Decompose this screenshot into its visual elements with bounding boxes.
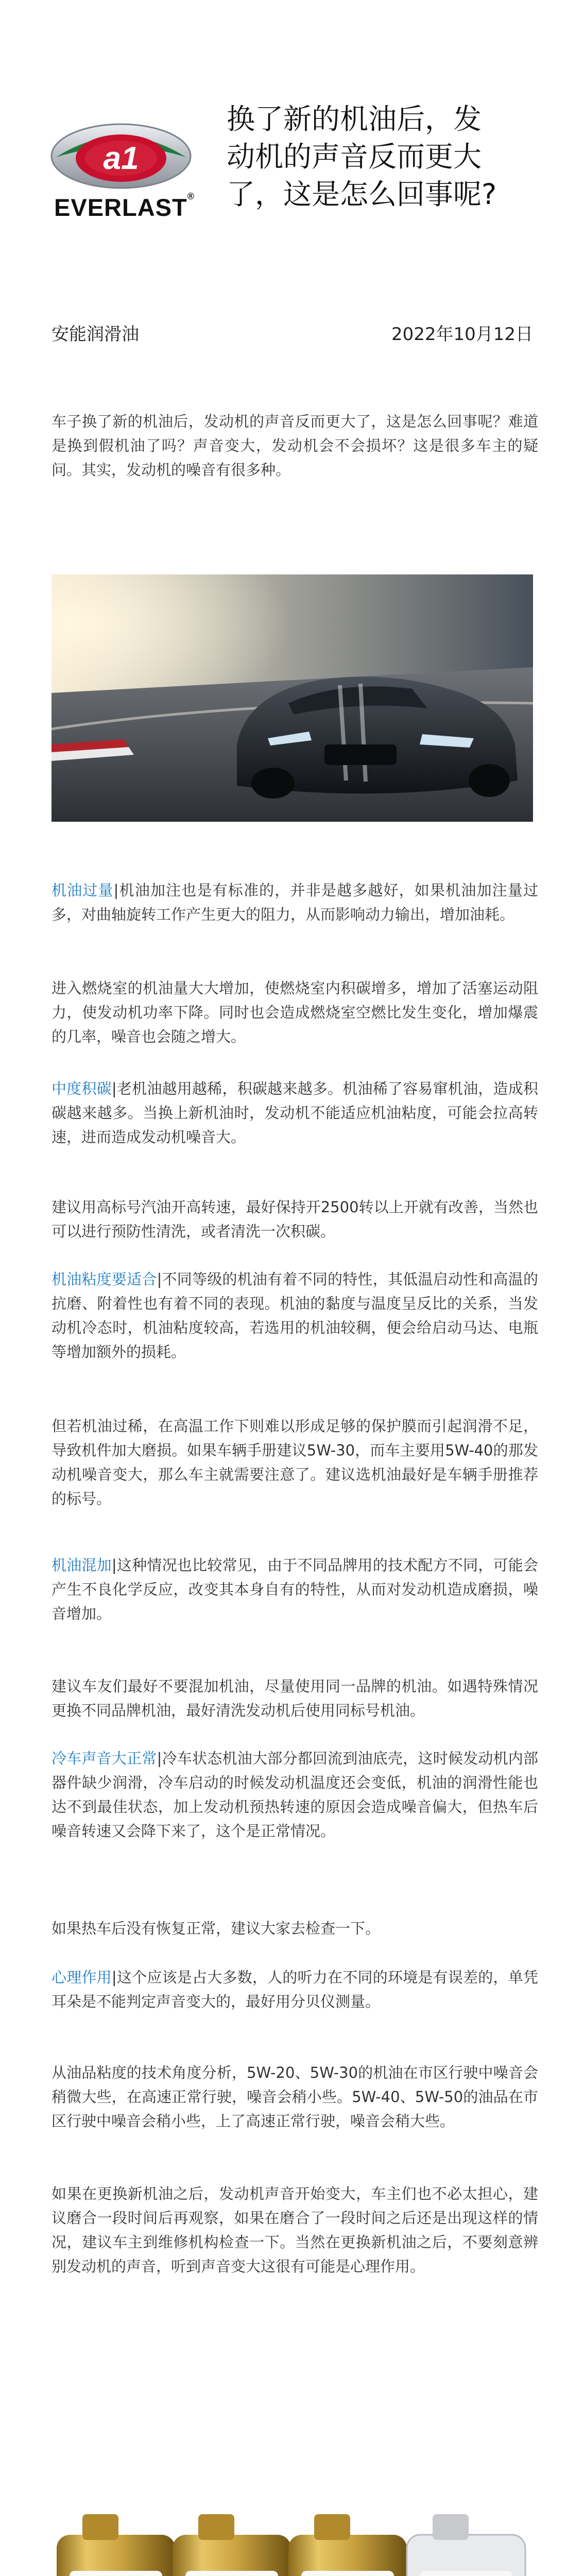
keyword-mixing-oil: 机油混加	[51, 1556, 112, 1574]
paragraph-viscosity-advice: 但若机油过稀，在高温工作下则难以形成足够的保护膜而引起润滑不足，导致机件加大磨损。如果车辆手册建议5W-30，而车主要用5W-40的那发动机噪音变大，那么车主就需要注意了。建议选机油最好是车辆手册推荐的标号。	[51, 1417, 538, 1507]
section-viscosity: 机油粘度要适合|不同等级的机油有着不同的特性，其低温启动性和高温的抗磨、附着性也有着不同的表现。机油的黏度与温度呈反比的关系，当发动机冷态时，机油粘度较高，若选用的机油较稠，便会给启动马达、电瓶等增加额外的损耗。	[51, 1270, 538, 1361]
intro-paragraph: 车子换了新的机油后，发动机的声音反而更大了，这是怎么回事呢？难道是换到假机油了吗？声音变大，发动机会不会损坏？这是很多车主的疑问。其实，发动机的噪音有很多种。	[51, 413, 538, 479]
bottle-group	[51, 2514, 533, 2576]
section-carbon-buildup: 中度积碳|老机油越用越稀，积碳越来越多。机油稀了容易窜机油，造成积碳越来越多。当换上新机油时，发动机不能适应机油粘度，可能会拉高转速，进而造成发动机噪音大。	[51, 1080, 538, 1146]
article-title	[227, 100, 561, 213]
paragraph-mixing-advice: 建议车友们最好不要混加机油，尽量使用同一品牌的机油。如遇特殊情况更换不同品牌机油，最好清洗发动机后使用同标号机油。	[51, 1677, 538, 1719]
brand-logo	[49, 121, 198, 240]
paragraph-carbon-advice: 建议用高标号汽油开高转速，最好保持开2500转以上开就有改善，当然也可以进行预防性清洗，或者清洗一次积碳。	[51, 1198, 538, 1240]
bottle-1	[57, 2514, 175, 2576]
paragraph-viscosity-analysis: 从油品粘度的技术角度分析，5W-20、5W-30的机油在市区行驶中噪音会稍微大些，在高速正常行驶，噪音会稍小些。5W-40、5W-50的油品在市区行驶中噪音会稍小些，上了高速正常行驶，噪音会稍大些。	[51, 2064, 538, 2130]
sports-car-photo	[51, 574, 533, 822]
everlast-emblem-icon	[49, 121, 193, 191]
title-line-3: 了，这是怎么回事呢?	[227, 178, 497, 211]
keyword-psychological: 心理作用	[51, 1969, 112, 1986]
keyword-carbon-buildup: 中度积碳	[51, 1080, 112, 1097]
keyword-cold-start: 冷车声音大正常	[51, 1750, 157, 1767]
publish-date: 2022年10月12日	[391, 324, 533, 345]
logo-mark: a1	[103, 141, 139, 176]
title-line-2: 动机的声音反而更大	[227, 140, 482, 173]
keyword-viscosity: 机油粘度要适合	[51, 1270, 157, 1288]
product-bottles	[51, 2514, 533, 2576]
section-psychological: 心理作用|这个应该是占大多数，人的听力在不同的环境是有误差的，单凭耳朵是不能判定声音变大的，最好用分贝仪测量。	[51, 1969, 538, 2010]
bottle-2	[173, 2514, 291, 2576]
keyword-oil-overfill: 机油过量	[51, 882, 114, 899]
paragraph-overfill-effects: 进入燃烧室的机油量大大增加，使燃烧室内积碳增多，增加了活塞运动阻力，使发动机功率下降。同时也会造成燃烧室空燃比发生变化，增加爆震的几率，噪音也会随之增大。	[51, 979, 538, 1045]
paragraph-conclusion: 如果在更换新机油之后，发动机声音开始变大，车主们也不必太担心，建议磨合一段时间后再观察，如果在磨合了一段时间之后还是出现这样的情况，建议车主到维修机构检查一下。当然在更换新机油之后，不要刻意辨别发动机的声音，听到声音变大这很有可能是心理作用。	[51, 2185, 538, 2275]
bottle-4	[407, 2514, 525, 2576]
byline	[51, 319, 533, 345]
title-line-1: 换了新的机油后，发	[227, 103, 482, 135]
section-mixing-oil: 机油混加|这种情况也比较常见，由于不同品牌用的技术配方不同，可能会产生不良化学反应，改变其本身自有的特性，从而对发动机造成磨损，噪音增加。	[51, 1556, 538, 1622]
section-oil-overfill: 机油过量|机油加注也是有标准的，并非是越多越好，如果机油加注量过多，对曲轴旋转工作产生更大的阻力，从而影响动力输出，增加油耗。	[51, 882, 538, 923]
section-cold-start: 冷车声音大正常|冷车状态机油大部分都回流到油底壳，这时候发动机内部器件缺少润滑，冷车启动的时候发动机温度还会变低，机油的润滑性能也达不到最佳状态，加上发动机预热转速的原因会造成噪音偏大，但热车后噪音转速又会降下来了，这个是正常情况。	[51, 1750, 538, 1840]
bottle-3	[288, 2514, 407, 2576]
paragraph-warm-check: 如果热车后没有恢复正常，建议大家去检查一下。	[51, 1920, 381, 1937]
brand-wordmark: EVERLAST®	[54, 191, 195, 221]
author: 安能润滑油	[51, 324, 139, 345]
